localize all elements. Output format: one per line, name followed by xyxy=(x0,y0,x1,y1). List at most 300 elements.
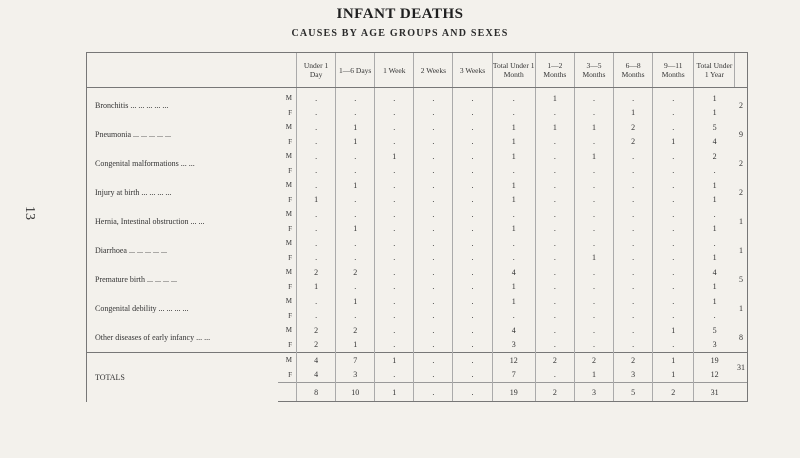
sex-label: F xyxy=(288,253,293,262)
table-cell: 7 xyxy=(492,368,535,383)
table-cell: 1 xyxy=(694,251,735,266)
sex-label: M xyxy=(285,239,293,248)
table-row xyxy=(87,294,748,309)
sex-label: M xyxy=(285,210,293,219)
table-cell: . xyxy=(414,120,453,135)
table-cell: . xyxy=(574,193,613,208)
table-cell: . xyxy=(414,106,453,121)
table-cell: . xyxy=(694,164,735,179)
table-cell: . xyxy=(414,383,453,402)
sex-label: F xyxy=(288,137,293,146)
table-cell: . xyxy=(375,280,414,295)
table-cell: . xyxy=(492,309,535,324)
table-cell: . xyxy=(453,120,492,135)
sex-label: F xyxy=(288,311,293,320)
table-cell: . xyxy=(414,178,453,193)
table-cell: . xyxy=(375,368,414,383)
table-cell: 1 xyxy=(694,294,735,309)
table-cell: . xyxy=(453,236,492,251)
column-header: 9—11 Months xyxy=(653,53,694,88)
cause-label: Injury at birth ... ... ... ... xyxy=(87,178,279,207)
table-cell: 1 xyxy=(653,368,694,383)
table-cell: 1 xyxy=(574,149,613,164)
table-body xyxy=(87,88,748,402)
table-cell: . xyxy=(336,193,375,208)
table-cell: . xyxy=(614,309,653,324)
sex-label: F xyxy=(288,370,293,379)
column-header: Under 1 Day xyxy=(297,53,336,88)
table-cell: . xyxy=(414,368,453,383)
table-row xyxy=(87,178,748,193)
table-cell: . xyxy=(653,338,694,353)
table-cell: 4 xyxy=(492,265,535,280)
table-cell: . xyxy=(453,88,492,106)
table-cell: . xyxy=(414,251,453,266)
column-header: 2 Weeks xyxy=(414,53,453,88)
table-cell: 1 xyxy=(492,193,535,208)
table-cell: 2 xyxy=(694,149,735,164)
table-cell: 1 xyxy=(574,251,613,266)
table-cell: 1 xyxy=(574,120,613,135)
table-cell: . xyxy=(614,338,653,353)
table-cell: 2 xyxy=(614,120,653,135)
table-cell: . xyxy=(375,294,414,309)
table-cell: . xyxy=(414,193,453,208)
table-cell: 1 xyxy=(375,353,414,368)
table-cell: . xyxy=(375,236,414,251)
table-cell: 2 xyxy=(535,383,574,402)
table-cell: 1 xyxy=(492,135,535,150)
table-cell: . xyxy=(535,236,574,251)
table-cell: . xyxy=(336,164,375,179)
table-cell: . xyxy=(694,207,735,222)
table-cell: 1 xyxy=(375,383,414,402)
sex-label: F xyxy=(288,166,293,175)
page-subtitle: CAUSES BY AGE GROUPS AND SEXES xyxy=(291,28,509,39)
table-cell: . xyxy=(414,353,453,368)
table-cell: . xyxy=(535,294,574,309)
table-cell: 1 xyxy=(653,323,694,338)
table-cell: 1 xyxy=(535,88,574,106)
table-cell: . xyxy=(375,135,414,150)
table-cell: . xyxy=(453,135,492,150)
table-cell: 1 xyxy=(694,106,735,121)
table-cell: 1 xyxy=(492,149,535,164)
cause-label: Congenital malformations ... ... xyxy=(87,149,279,178)
table-cell: . xyxy=(492,251,535,266)
table-cell: . xyxy=(535,323,574,338)
table-cell: . xyxy=(375,106,414,121)
table-cell: 3 xyxy=(574,383,613,402)
table-cell: . xyxy=(453,207,492,222)
table-cell: . xyxy=(414,309,453,324)
table-cell: 1 xyxy=(694,193,735,208)
table-cell: . xyxy=(574,309,613,324)
table-cell: . xyxy=(614,222,653,237)
table-cell: . xyxy=(453,193,492,208)
table-cell: 1 xyxy=(297,280,336,295)
table-cell: . xyxy=(297,222,336,237)
table-cell: . xyxy=(694,236,735,251)
table-row xyxy=(87,88,748,106)
table-cell: . xyxy=(492,236,535,251)
table-cell: . xyxy=(614,251,653,266)
table-cell: 4 xyxy=(694,265,735,280)
table-cell: . xyxy=(375,207,414,222)
table-cell: 4 xyxy=(694,135,735,150)
table-cell: . xyxy=(614,236,653,251)
table-cell: 1 xyxy=(653,135,694,150)
table-cell: . xyxy=(574,280,613,295)
table-cell: 2 xyxy=(336,265,375,280)
sex-label: F xyxy=(288,195,293,204)
table-cell: . xyxy=(653,120,694,135)
table-cell: . xyxy=(535,251,574,266)
table-cell: 1 xyxy=(653,353,694,368)
table-cell: . xyxy=(653,149,694,164)
table-cell: 1 xyxy=(694,88,735,106)
table-cell: . xyxy=(297,149,336,164)
table-cell: . xyxy=(653,193,694,208)
sex-label: M xyxy=(285,181,293,190)
column-header: 1—2 Months xyxy=(535,53,574,88)
table-cell: . xyxy=(535,106,574,121)
grand-total: 31 xyxy=(735,353,748,383)
table-cell: . xyxy=(574,323,613,338)
group-total: 5 xyxy=(735,265,748,294)
table-row xyxy=(87,265,748,280)
table-cell: . xyxy=(574,106,613,121)
table-cell: . xyxy=(653,164,694,179)
table-cell: 4 xyxy=(492,323,535,338)
table-cell: 5 xyxy=(614,383,653,402)
table-cell: . xyxy=(653,251,694,266)
cause-label: Pneumonia ... ... ... ... ... xyxy=(87,120,279,149)
table-cell: . xyxy=(535,265,574,280)
table-cell: 1 xyxy=(492,280,535,295)
table-cell: . xyxy=(614,294,653,309)
table-cell: . xyxy=(414,207,453,222)
table-cell: . xyxy=(574,88,613,106)
table-row xyxy=(87,323,748,338)
table-cell: . xyxy=(614,178,653,193)
group-total: 9 xyxy=(735,120,748,149)
table-cell: . xyxy=(453,368,492,383)
table-cell: . xyxy=(336,88,375,106)
table-cell: . xyxy=(535,149,574,164)
sex-label: M xyxy=(278,353,297,368)
table-cell: . xyxy=(297,135,336,150)
table-cell: 2 xyxy=(614,353,653,368)
table-cell: . xyxy=(574,207,613,222)
table-cell: 31 xyxy=(694,383,735,402)
table-cell: 1 xyxy=(336,120,375,135)
cause-label: Congenital debility ... ... ... ... xyxy=(87,294,279,323)
table-header-row xyxy=(87,53,748,88)
table-cell: . xyxy=(414,164,453,179)
table-cell: . xyxy=(614,265,653,280)
group-total: 1 xyxy=(735,207,748,236)
table-cell: . xyxy=(574,222,613,237)
table-cell: 3 xyxy=(694,338,735,353)
cause-label: Hernia, Intestinal obstruction ... ... xyxy=(87,207,279,236)
table-cell: 10 xyxy=(336,383,375,402)
table-row xyxy=(87,236,748,251)
table-cell: . xyxy=(375,88,414,106)
table-cell: . xyxy=(297,88,336,106)
table-cell: 1 xyxy=(492,222,535,237)
sex-label: M xyxy=(285,326,293,335)
table-cell: . xyxy=(653,309,694,324)
table-cell: . xyxy=(297,164,336,179)
table-cell: . xyxy=(614,207,653,222)
table-cell: . xyxy=(653,222,694,237)
table-cell: . xyxy=(614,193,653,208)
group-total: 2 xyxy=(735,178,748,207)
table-cell: . xyxy=(653,88,694,106)
table-cell: . xyxy=(297,178,336,193)
table-cell: 5 xyxy=(694,323,735,338)
column-header: 6—8 Months xyxy=(614,53,653,88)
table-cell: . xyxy=(614,280,653,295)
cause-label: Bronchitis ... ... ... ... ... xyxy=(87,88,279,121)
table-cell: . xyxy=(336,149,375,164)
table-cell: 1 xyxy=(694,178,735,193)
table-cell: . xyxy=(414,323,453,338)
table-cell: 1 xyxy=(336,178,375,193)
table-cell: 2 xyxy=(297,265,336,280)
sex-label: M xyxy=(285,152,293,161)
table-cell: . xyxy=(453,294,492,309)
table-cell: 1 xyxy=(614,106,653,121)
table-cell: . xyxy=(297,309,336,324)
table-cell: . xyxy=(574,338,613,353)
table-cell: 1 xyxy=(336,222,375,237)
table-cell: . xyxy=(414,236,453,251)
sex-label: F xyxy=(288,108,293,117)
table-cell: 1 xyxy=(336,294,375,309)
table-cell: . xyxy=(535,193,574,208)
table-cell: . xyxy=(297,120,336,135)
table-cell: . xyxy=(492,88,535,106)
table-cell: . xyxy=(414,265,453,280)
table-cell: 1 xyxy=(535,120,574,135)
group-total: 8 xyxy=(735,323,748,353)
table-cell: 3 xyxy=(336,368,375,383)
table-cell: 4 xyxy=(297,368,336,383)
table-cell: . xyxy=(574,164,613,179)
column-header: 1—6 Days xyxy=(336,53,375,88)
table-cell: . xyxy=(653,294,694,309)
table-cell: . xyxy=(336,309,375,324)
group-total: 1 xyxy=(735,294,748,323)
column-header: Total Under 1 Year xyxy=(694,53,735,88)
table-cell: . xyxy=(375,251,414,266)
table-cell: . xyxy=(574,265,613,280)
sex-spacer xyxy=(278,383,297,402)
group-total: 2 xyxy=(735,88,748,121)
table-cell: . xyxy=(694,309,735,324)
table-cell: . xyxy=(414,149,453,164)
table-cell: 2 xyxy=(336,323,375,338)
column-header: Total Under 1 Month xyxy=(492,53,535,88)
table-cell: . xyxy=(614,149,653,164)
table-cell: . xyxy=(453,164,492,179)
table-cell: 2 xyxy=(297,323,336,338)
table-cell: 19 xyxy=(492,383,535,402)
table-cell: . xyxy=(614,164,653,179)
table-cell: . xyxy=(414,222,453,237)
table-cell: . xyxy=(375,309,414,324)
table-cell: . xyxy=(414,338,453,353)
table-cell: 1 xyxy=(297,193,336,208)
column-header-spacer xyxy=(735,53,748,88)
sex-label: M xyxy=(285,297,293,306)
group-total: 1 xyxy=(735,236,748,265)
table-cell: . xyxy=(375,323,414,338)
table-cell: 1 xyxy=(492,178,535,193)
table-cell: . xyxy=(414,135,453,150)
totals-label: TOTALS xyxy=(87,353,279,402)
page-number: 13 xyxy=(22,206,37,220)
table-cell: . xyxy=(453,178,492,193)
table-cell: 2 xyxy=(574,353,613,368)
table-cell: . xyxy=(375,222,414,237)
table-cell: 12 xyxy=(492,353,535,368)
table-cell: 3 xyxy=(492,338,535,353)
table-cell: . xyxy=(453,353,492,368)
page-title: INFANT DEATHS xyxy=(336,6,464,22)
sex-label: F xyxy=(288,282,293,291)
table-cell: 2 xyxy=(297,338,336,353)
table-cell: 4 xyxy=(297,353,336,368)
table-cell: . xyxy=(492,106,535,121)
table-cell: . xyxy=(375,178,414,193)
table-cell: 1 xyxy=(574,368,613,383)
table-cell: . xyxy=(375,265,414,280)
table-cell: . xyxy=(375,193,414,208)
table-cell: 1 xyxy=(492,120,535,135)
table-cell: . xyxy=(414,294,453,309)
table-cell: 2 xyxy=(614,135,653,150)
table-cell: . xyxy=(653,236,694,251)
cause-label: Other diseases of early infancy ... ... xyxy=(87,323,279,353)
column-header: 1 Week xyxy=(375,53,414,88)
table-cell: . xyxy=(453,309,492,324)
table-cell: 8 xyxy=(297,383,336,402)
sex-label: M xyxy=(285,268,293,277)
table-row xyxy=(87,149,748,164)
table-cell: . xyxy=(336,280,375,295)
table-cell: . xyxy=(535,309,574,324)
table-cell: . xyxy=(453,106,492,121)
table-cell: 1 xyxy=(694,280,735,295)
table-cell: . xyxy=(453,251,492,266)
table-cell: . xyxy=(453,149,492,164)
table-cell: . xyxy=(653,106,694,121)
table-cell: . xyxy=(535,207,574,222)
totals-row xyxy=(87,353,748,368)
table-cell: . xyxy=(336,251,375,266)
table-cell: . xyxy=(653,178,694,193)
table-cell: 1 xyxy=(492,294,535,309)
column-header: 3 Weeks xyxy=(453,53,492,88)
table-cell: 12 xyxy=(694,368,735,383)
sex-label: F xyxy=(288,340,293,349)
table-cell: . xyxy=(492,164,535,179)
table-cell: 1 xyxy=(375,149,414,164)
table-row xyxy=(87,120,748,135)
table-cell: . xyxy=(535,338,574,353)
table-cell: . xyxy=(336,236,375,251)
table-cell: . xyxy=(453,383,492,402)
table-cell: . xyxy=(574,178,613,193)
table-cell: . xyxy=(492,207,535,222)
table-cell: . xyxy=(297,207,336,222)
table-cell: 1 xyxy=(336,135,375,150)
sex-label: F xyxy=(288,224,293,233)
table-cell: . xyxy=(453,265,492,280)
table-cell: 1 xyxy=(336,338,375,353)
table-cell: . xyxy=(535,280,574,295)
table-cell: . xyxy=(653,265,694,280)
table-cell: . xyxy=(414,280,453,295)
table-cell: . xyxy=(375,164,414,179)
table-cell: . xyxy=(535,135,574,150)
table-cell: . xyxy=(375,338,414,353)
cause-header xyxy=(87,53,297,88)
table-cell: . xyxy=(614,88,653,106)
table-cell: . xyxy=(336,106,375,121)
table-cell: . xyxy=(453,323,492,338)
table-cell: . xyxy=(535,368,574,383)
table-cell: . xyxy=(574,135,613,150)
table-cell: . xyxy=(297,251,336,266)
table-cell: . xyxy=(453,222,492,237)
table-cell: . xyxy=(653,207,694,222)
row-end-spacer xyxy=(735,383,748,402)
table-cell: 5 xyxy=(694,120,735,135)
table-cell: . xyxy=(453,338,492,353)
table-cell: . xyxy=(297,236,336,251)
table-cell: . xyxy=(535,164,574,179)
table-cell: . xyxy=(653,280,694,295)
table-cell: 7 xyxy=(336,353,375,368)
group-total: 2 xyxy=(735,149,748,178)
table-cell: . xyxy=(297,106,336,121)
sex-label: M xyxy=(285,123,293,132)
table-cell: . xyxy=(574,294,613,309)
table-cell: . xyxy=(375,120,414,135)
table-row xyxy=(87,207,748,222)
table-cell: . xyxy=(414,88,453,106)
table-cell: 2 xyxy=(653,383,694,402)
table-cell: . xyxy=(574,236,613,251)
table-cell: . xyxy=(453,280,492,295)
table-cell: . xyxy=(535,178,574,193)
table-cell: 19 xyxy=(694,353,735,368)
sex-label: M xyxy=(285,94,293,103)
cause-label: Premature birth ... ... ... ... xyxy=(87,265,279,294)
infant-deaths-table xyxy=(86,52,748,402)
table-cell: 3 xyxy=(614,368,653,383)
cause-label: Diarrhoea ... ... ... ... ... xyxy=(87,236,279,265)
table-cell: . xyxy=(297,294,336,309)
table-cell: . xyxy=(535,222,574,237)
table-cell: 1 xyxy=(694,222,735,237)
column-header: 3—5 Months xyxy=(574,53,613,88)
table-cell: 2 xyxy=(535,353,574,368)
